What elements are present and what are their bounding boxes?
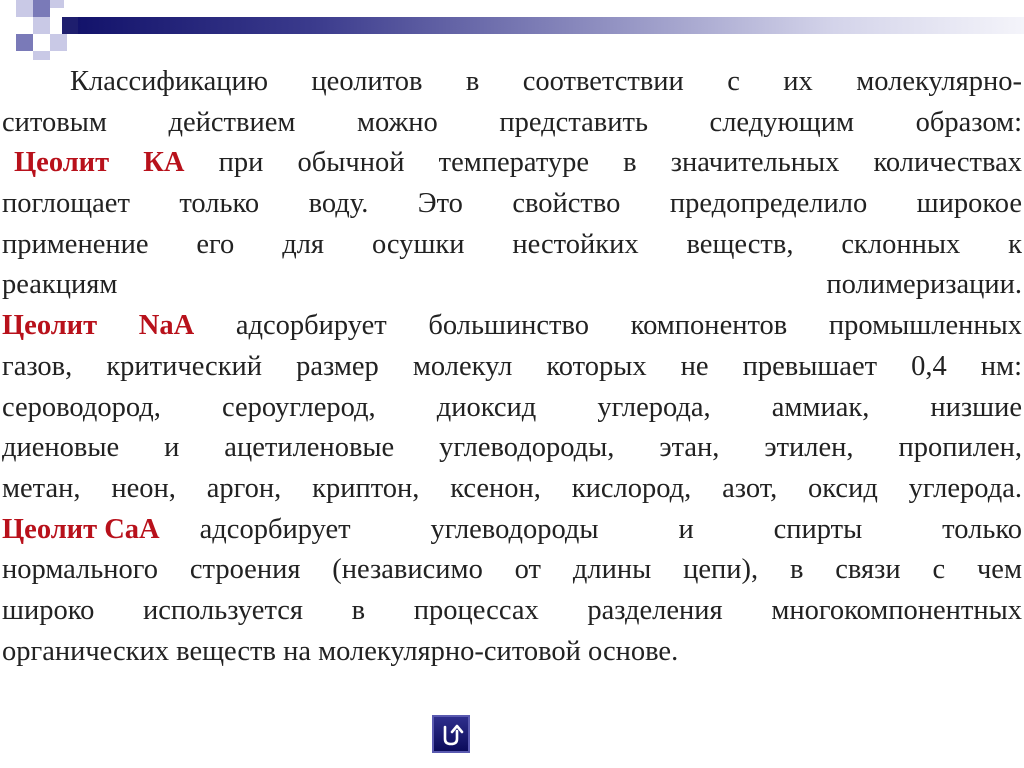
- text-line: ситовым действием можно представить следующим образом:: [2, 106, 1022, 138]
- text-line: [2, 265, 1022, 306]
- text-fragment: адсорбирует большинство компонентов промышленных: [194, 310, 1023, 342]
- deco-square: [50, 34, 67, 51]
- header-decoration: [0, 0, 1024, 60]
- text-line: [2, 306, 1022, 347]
- text-fragment: при обычной температуре в значительных количествах: [184, 147, 1022, 179]
- text-line: органических веществ на молекулярно-ситовой основе.: [2, 635, 679, 667]
- return-arrow-icon: [436, 719, 466, 749]
- text-line: применение его для осушки нестойких веществ, склонных к: [2, 228, 1022, 260]
- text-line: газов, критический размер молекул которых не превышает 0,4 нм:: [2, 350, 1022, 382]
- text-line: широко используется в процессах разделения многокомпонентных: [2, 594, 1022, 626]
- slide-body-text: [2, 62, 1022, 672]
- deco-square: [50, 0, 64, 8]
- deco-square: [33, 51, 50, 60]
- text-line: метан, неон, аргон, криптон, ксенон, кислород, азот, оксид углерода.: [2, 472, 1022, 504]
- text-fragment: полимеризации.: [826, 269, 1022, 301]
- text-line: сероводород, сероуглерод, диоксид углерода, аммиак, низшие: [2, 391, 1022, 423]
- zeolite-naa-term: Цеолит NaA: [2, 310, 195, 342]
- text-line: [2, 143, 1022, 184]
- deco-square: [33, 17, 50, 34]
- header-gradient-bar: [78, 17, 1024, 34]
- deco-square: [33, 0, 50, 17]
- text-fragment: адсорбирует углеводороды и спирты только: [199, 513, 1022, 545]
- return-button[interactable]: [432, 715, 470, 753]
- text-line: поглощает только воду. Это свойство предопределило широкое: [2, 188, 1022, 220]
- zeolite-caa-term: Цеолит CaA: [2, 513, 160, 545]
- zeolite-ka-term: Цеолит КА: [14, 147, 185, 179]
- deco-square: [16, 34, 33, 51]
- text-line: [2, 510, 1022, 551]
- text-line: диеновые и ацетиленовые углеводороды, этан, этилен, пропилен,: [2, 432, 1022, 464]
- deco-square: [62, 17, 79, 34]
- text-line: нормального строения (независимо от длины цепи), в связи с чем: [2, 554, 1022, 586]
- deco-square: [16, 0, 33, 17]
- text-fragment: реакциям: [2, 269, 118, 301]
- text-line: Классификацию цеолитов в соответствии с их молекулярно-: [70, 66, 1022, 97]
